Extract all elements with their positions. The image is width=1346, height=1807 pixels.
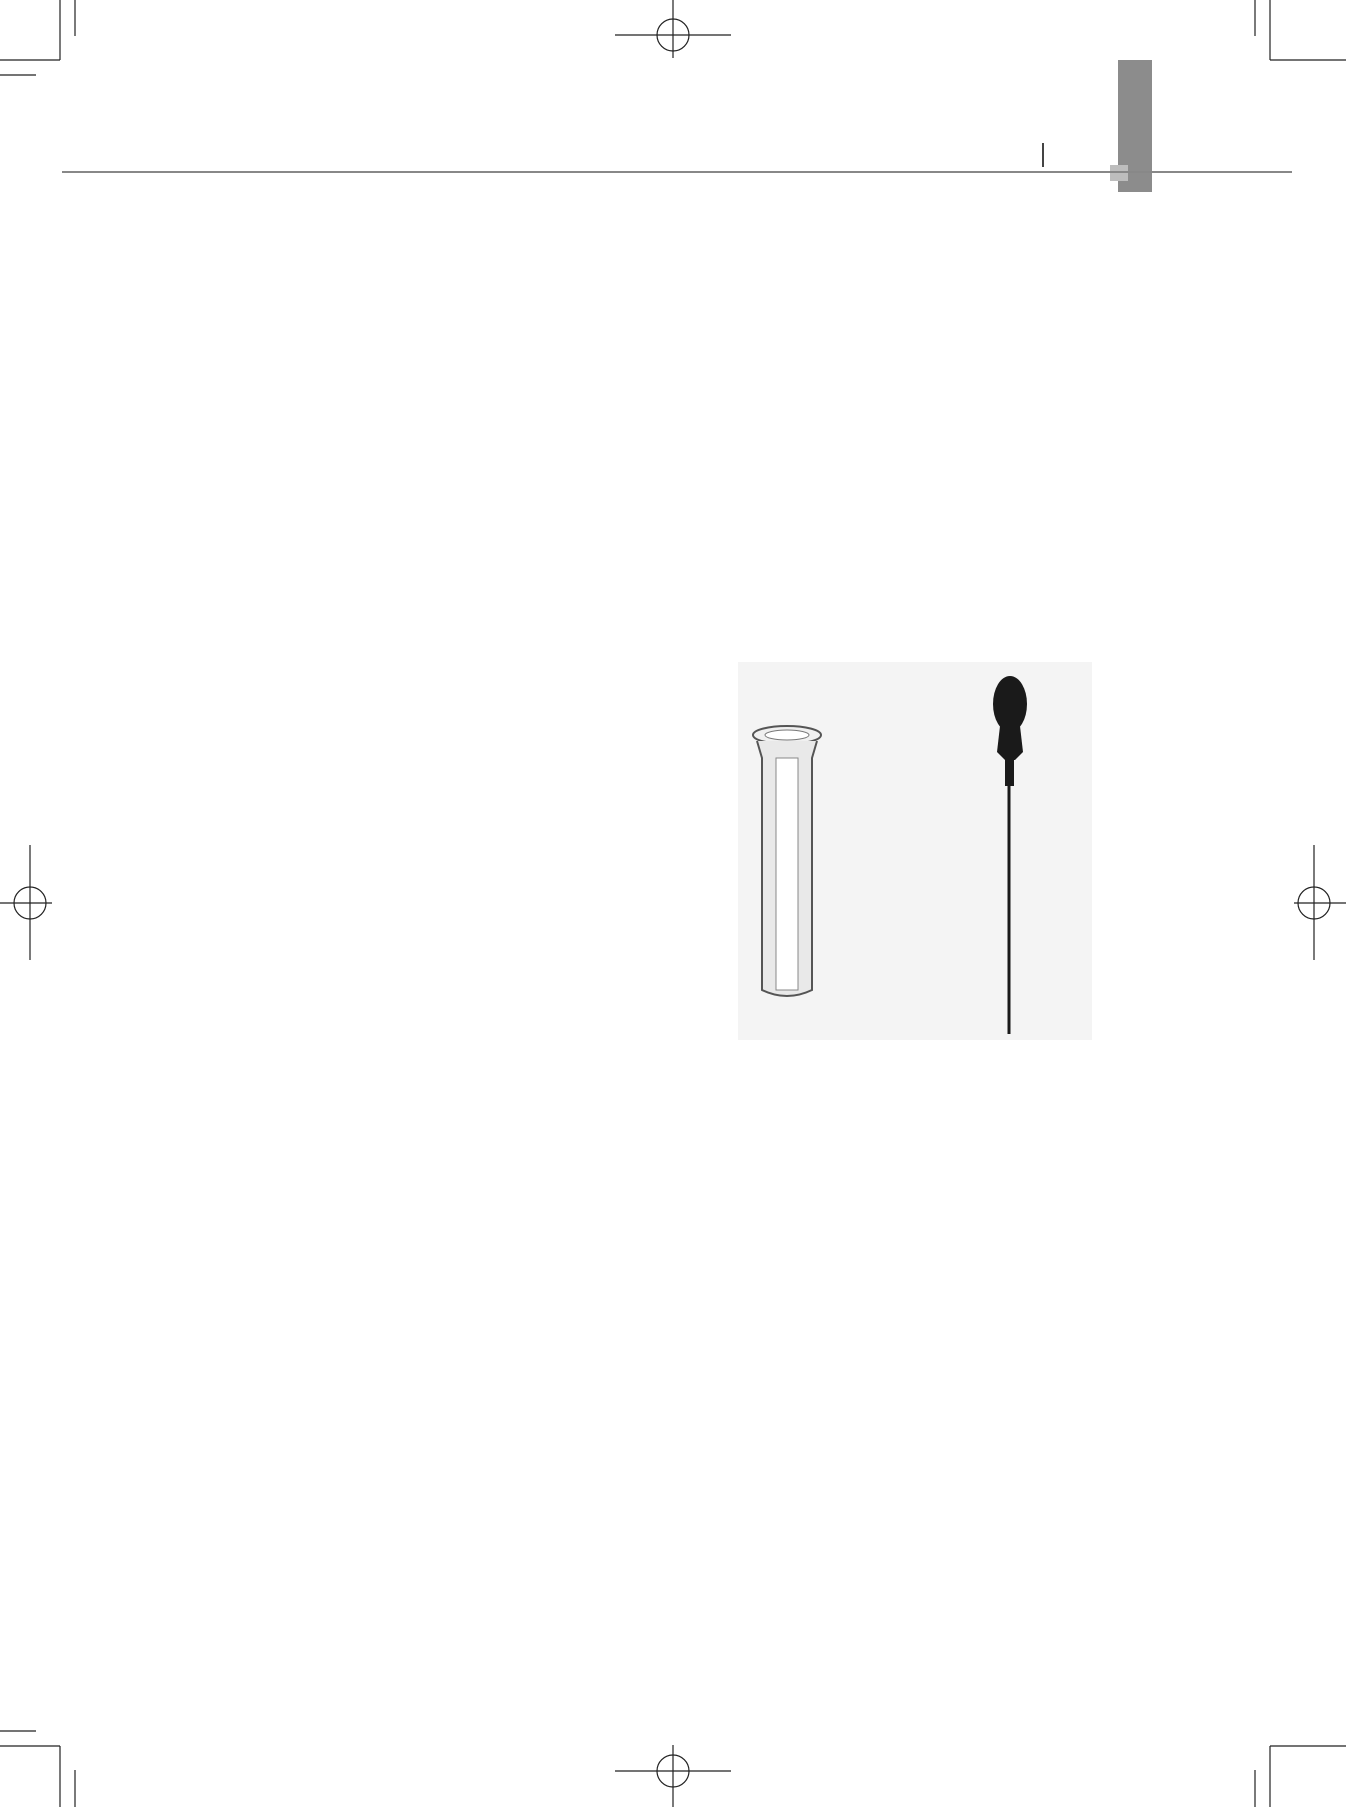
- header-separator: [1042, 143, 1044, 167]
- capillary-dropper-drawing: [993, 676, 1027, 1034]
- wintrobe-tube-drawing: [753, 726, 821, 996]
- header-rule: [62, 171, 1292, 173]
- figure-drawing: [738, 662, 1092, 1040]
- side-tab-small-marker: [1110, 165, 1128, 181]
- figure-image: [738, 662, 1092, 1040]
